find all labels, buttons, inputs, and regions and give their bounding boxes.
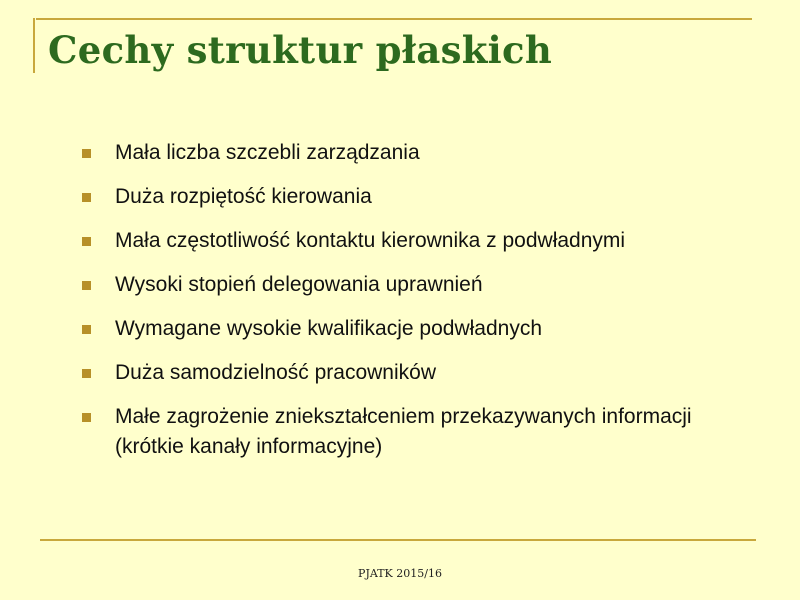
bullet-item <box>82 402 732 462</box>
square-bullet-icon <box>82 149 91 158</box>
square-bullet-icon <box>82 281 91 290</box>
square-bullet-icon <box>82 369 91 378</box>
bullet-text: Duża samodzielność pracowników <box>115 361 436 384</box>
bullet-text: Małe zagrożenie zniekształceniem przekazywanych informacji (krótkie kanały informacyjne) <box>115 405 692 458</box>
bullet-item <box>82 138 732 168</box>
bullet-item <box>82 358 732 388</box>
square-bullet-icon <box>82 325 91 334</box>
bullet-text: Duża rozpiętość kierowania <box>115 185 372 208</box>
square-bullet-icon <box>82 413 91 422</box>
bottom-divider <box>40 539 756 541</box>
bullet-item <box>82 226 732 256</box>
bullet-item <box>82 182 732 212</box>
bullet-item <box>82 314 732 344</box>
bullet-item <box>82 270 732 300</box>
slide-footer: PJATK 2015/16 <box>358 567 442 580</box>
square-bullet-icon <box>82 237 91 246</box>
bullet-text: Wysoki stopień delegowania uprawnień <box>115 273 483 296</box>
slide-title: Cechy struktur płaskich <box>48 28 553 72</box>
bullet-text: Mała częstotliwość kontaktu kierownika z podwładnymi <box>115 229 626 252</box>
left-divider <box>33 18 35 73</box>
bullet-list <box>82 138 732 476</box>
bullet-text: Wymagane wysokie kwalifikacje podwładnych <box>115 317 543 340</box>
bullet-text: Mała liczba szczebli zarządzania <box>115 141 420 164</box>
square-bullet-icon <box>82 193 91 202</box>
top-divider <box>36 18 752 20</box>
